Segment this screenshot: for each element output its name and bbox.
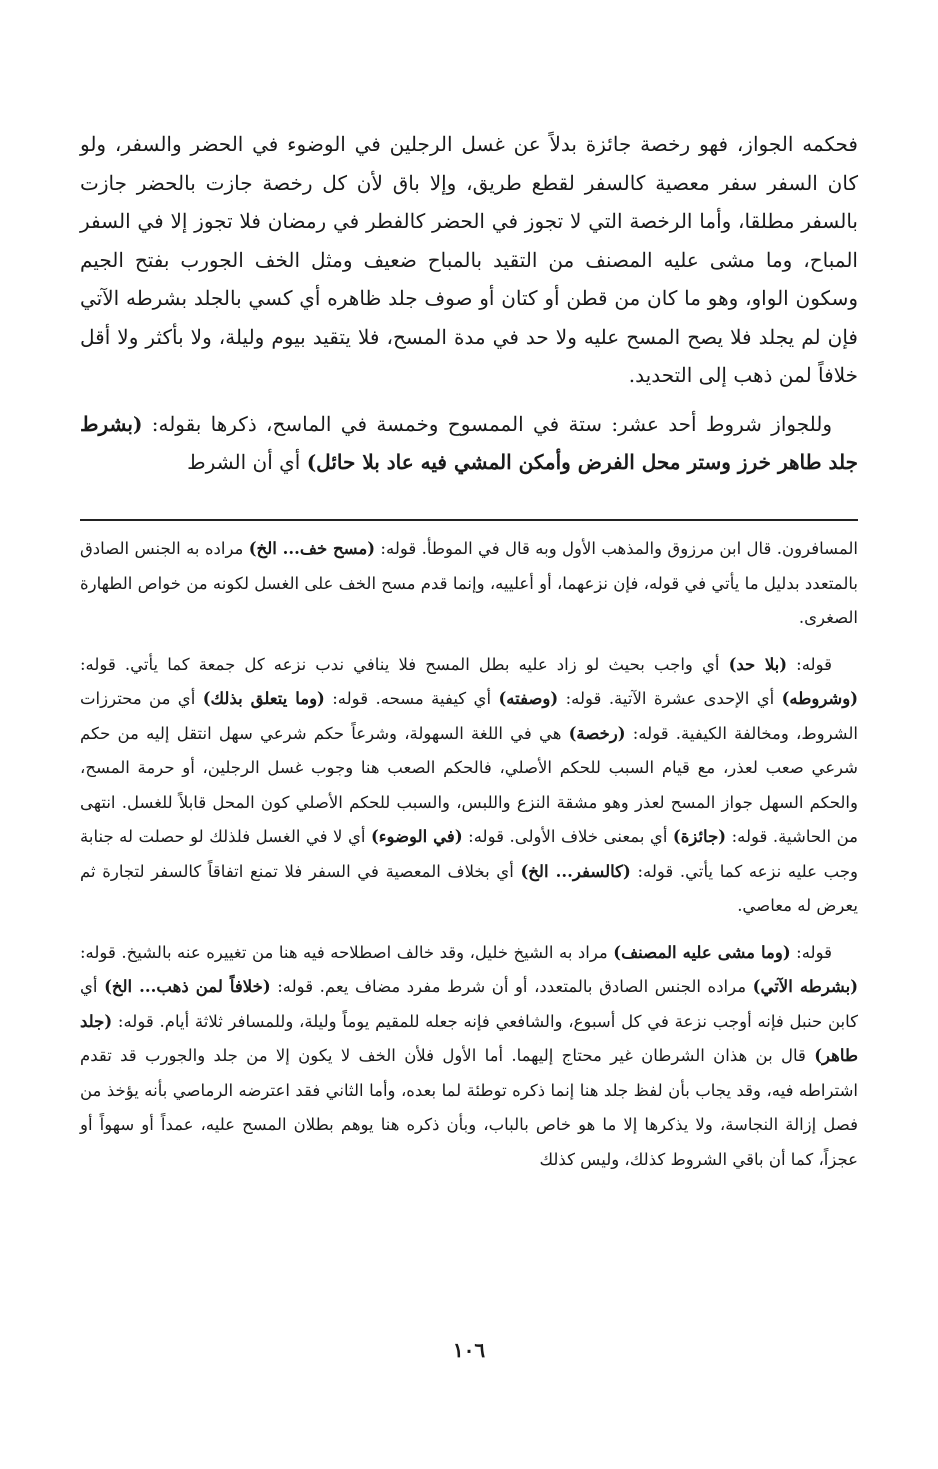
note-quote: (جلد طاهر): [80, 1011, 858, 1065]
note-quote: (خلافاً لمن ذهب... الخ): [104, 977, 271, 996]
footnote-paragraph-1: [80, 532, 858, 636]
note-text: قوله:: [796, 942, 833, 962]
main-paragraph-2-quote: (بشرط جلد طاهر خرز وستر محل الفرض وأمكن المشي فيه عاد بلا حائل): [80, 411, 858, 474]
main-text-block: [80, 125, 858, 482]
footnote-paragraph-3: [80, 936, 858, 1178]
note-text: مراده الجنس الصادق بالمتعدد، أو أن شرط مفرد مضاف يعم. قوله:: [277, 977, 747, 996]
main-paragraph-2-lead: وللجواز شروط أحد عشر: ستة في الممسوح وخمسة في الماسح، ذكرها بقوله:: [151, 411, 833, 436]
note-text: أي بمعنى خلاف الأولى. قوله:: [468, 827, 668, 846]
note-quote: (وشروطه): [781, 689, 859, 708]
note-text: أي كابن حنبل فإنه أوجب نزعة في كل أسبوع، والشافعي فإنه جعله للمقيم يوماً وليلة، وللمسافر ثلاثة أيام. قوله:: [80, 977, 858, 1031]
note-text: هي في اللغة السهولة، وشرعاً حكم شرعي سهل انتقل إليه من حكم شرعي صعب لعذر، مع قيام السبب للحكم الأصلي، فالحكم الصعب هنا وجوب غسل الرجلين، أو حرمة المسح، والحكم السهل جواز المسح لعذر وهو مشقة النزع واللبس، والسبب للحكم الأصلي كون المحل قابلاً للغسل. انتهى من الحاشية. قوله:: [80, 723, 859, 846]
footnotes: [80, 532, 858, 1189]
note-quote: (بلا حد): [728, 654, 788, 674]
page-number: ١٠٦: [452, 1338, 486, 1362]
note-text: أي واجب بحيث لو زاد عليه بطل المسح فلا ينافي ندب نزعه كل جمعة كما يأتي. قوله:: [80, 654, 720, 674]
main-paragraph-1: فحكمه الجواز، فهو رخصة جائزة بدلاً عن غسل الرجلين في الوضوء في الحضر والسفر، ولو كان السفر سفر معصية كالسفر لقطع طريق، وإلا باق لأن كل رخصة جازت بالحضر جازت بالسفر مطلقا، وأما الرخصة التي لا تجوز في الحضر كالفطر في رمضان فلا تجوز إلا في السفر المباح، وما مشى عليه المصنف من التقيد بالمباح ضعيف ومثل الخف الجورب بفتح الجيم وسكون الواو، وهو ما كان من قطن أو كتان أو صوف جلد ظاهره أي كسي بالجلد بشرطه الآتي فإن لم يجلد فلا يصح المسح عليه ولا حد في مدة المسح، فلا يتقيد بيوم وليلة، ولا بأكثر ولا أقل خلافاً لمن ذهب إلى التحديد.: [80, 132, 858, 387]
note-quote: (جائزة): [672, 827, 727, 846]
note-text: أي الإحدى عشرة الآتية. قوله:: [565, 689, 775, 708]
note-text: أي من محترزات الشروط، ومخالفة الكيفية. قوله:: [80, 689, 859, 743]
footnote-paragraph-2: [80, 648, 858, 924]
note-quote: (وما مشى عليه المصنف): [613, 942, 791, 962]
note-quote: (رخصة): [568, 723, 626, 743]
note-quote: (بشرطه الآتي): [752, 977, 859, 996]
note-text: المسافرون. قال ابن مرزوق والمذهب الأول وبه قال في الموطأ. قوله:: [380, 539, 858, 558]
note-text: قوله:: [796, 654, 833, 674]
note-text: أي لا في الغسل فلذلك لو حصلت له جنابة وجب عليه نزعه كما يأتي. قوله:: [80, 827, 859, 881]
footnote-separator: [80, 519, 858, 521]
note-text: مراد به الشيخ خليل، وقد خالف اصطلاحه فيه هنا من تغييره عنه بالشيخ. قوله:: [80, 942, 608, 962]
note-text: مراده به الجنس الصادق بالمتعدد بدليل ما يأتي في قوله، فإن نزعهما، أو أعلييه، وإنما قدم مسح الخف على الغسل لكونه من خواص الطهارة الصغرى.: [80, 539, 858, 627]
note-quote: (في الوضوء): [370, 827, 463, 846]
main-paragraph-2-tail: أي أن الشرط: [187, 450, 301, 474]
note-quote: (وما يتعلق بذلك): [202, 689, 325, 708]
note-text: أي كيفية مسحه. قوله:: [332, 689, 492, 708]
note-quote: (وصفته): [498, 689, 559, 708]
note-quote: (مسح خف... الخ): [248, 539, 376, 558]
note-text: أي بخلاف المعصية في السفر فلا تمنع اتفاقاً كالسفر لتجارة ثم يعرض له معاصي.: [80, 861, 858, 915]
note-quote: (كالسفر... الخ): [520, 861, 631, 881]
main-paragraph-2: [80, 405, 858, 482]
main-text: [80, 125, 858, 482]
note-text: قال بن هذان الشرطان غير محتاج إليهما. أما الأول فلأن الخف لا يكون إلا من جلد والجورب قد تقدم اشتراطه فيه، وقد يجاب بأن لفظ جلد هنا إنما ذكره توطئة لما بعده، وأما الثاني فقد اعترضه الرماصي بأنه يؤخذ من فصل إزالة النجاسة، ولا يذكرها إلا ما هو خاص بالباب، وبأن ذكره هنا يوهم بطلان المسح عليه، عمداً أو سهواً أو عجزاً، كما أن باقي الشروط كذلك، وليس كذلك: [80, 1046, 858, 1169]
